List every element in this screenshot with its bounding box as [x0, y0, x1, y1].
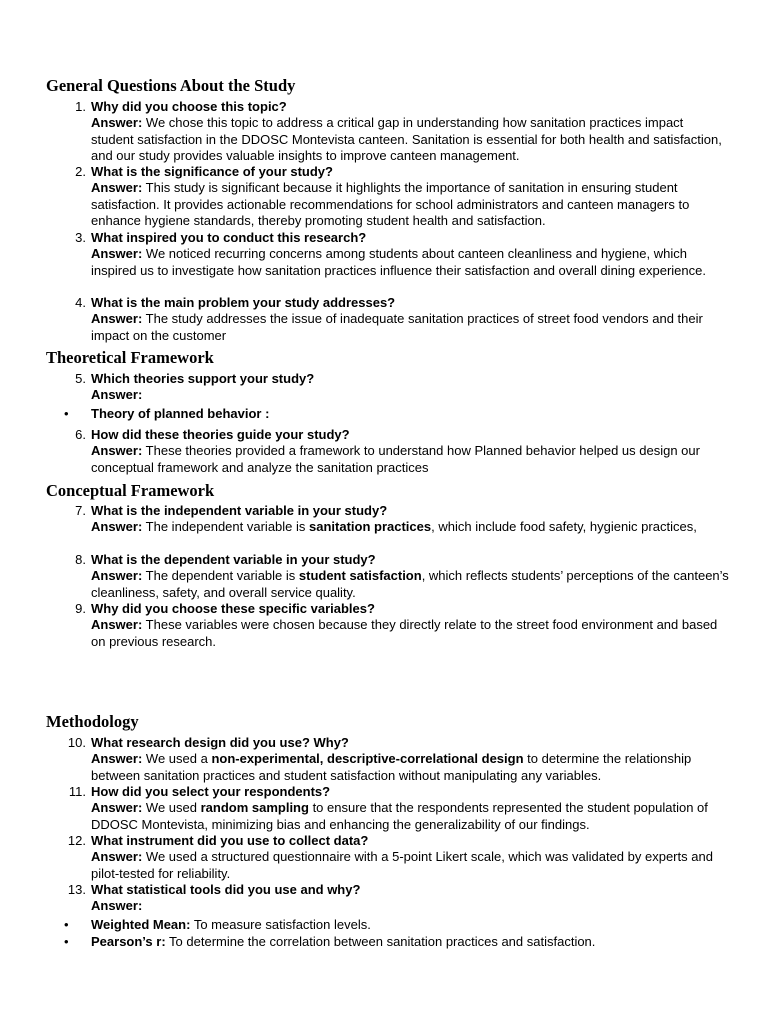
item-number: 5.: [75, 371, 86, 386]
answer-label: Answer:: [91, 849, 143, 865]
answer-bold-term: sanitation practices: [309, 519, 432, 535]
section-heading-conceptual-framework: Conceptual Framework: [46, 481, 215, 500]
answer: [91, 387, 729, 403]
answer: [91, 519, 729, 535]
answer-text: The study addresses the issue of inadequate sanitation practices of street food vendors and their impact on the customer: [91, 311, 703, 343]
qa-item-9: [0, 601, 740, 650]
answer: [91, 751, 729, 784]
bullet-term: Weighted Mean:: [91, 917, 191, 932]
answer-label: Answer:: [91, 800, 143, 816]
answer-bold-term: non-experimental, descriptive-correlational design: [211, 751, 524, 767]
question: Why did you choose this topic?: [91, 99, 287, 114]
answer: [91, 617, 729, 650]
answer-text: to ensure that the respondents represented the student population of DDOSC Montevista, minimizing bias and enhancing the generalizability of our findings.: [91, 800, 708, 832]
section-heading-theoretical-framework: Theoretical Framework: [46, 348, 214, 367]
qa-item-11: [0, 784, 740, 833]
section-heading-general-questions: General Questions About the Study: [46, 76, 296, 95]
answer: [91, 849, 729, 882]
question: What inspired you to conduct this research?: [91, 230, 367, 245]
answer-text: , which reflects students’ perceptions of the canteen’s cleanliness, safety, and overall service quality.: [91, 568, 729, 600]
answer-label: Answer:: [91, 180, 143, 196]
qa-item-10: [0, 735, 740, 784]
item-number: 10.: [67, 735, 86, 750]
bullet-icon: •: [64, 934, 69, 949]
item-number: 13.: [67, 882, 86, 897]
question: What is the dependent variable in your study?: [91, 552, 376, 567]
question: What is the independent variable in your study?: [91, 503, 388, 518]
answer-text: We used: [142, 800, 201, 816]
question: Why did you choose these specific variables?: [91, 601, 375, 616]
answer-text: These theories provided a framework to understand how Planned behavior helped us design our conceptual framework and analyze the sanitation practices: [91, 443, 700, 475]
question: How did these theories guide your study?: [91, 427, 350, 442]
answer-label: Answer:: [91, 751, 143, 767]
answer-text: The independent variable is: [142, 519, 310, 535]
answer-label: Answer:: [91, 617, 143, 633]
answer-text: We used a structured questionnaire with a 5-point Likert scale, which was validated by experts and pilot-tested for reliability.: [91, 849, 713, 881]
qa-item-8: [0, 552, 740, 601]
answer-label: Answer:: [91, 115, 143, 131]
question: What statistical tools did you use and why?: [91, 882, 361, 897]
answer-label: Answer:: [91, 568, 143, 584]
answer: [91, 180, 729, 229]
item-number: 6.: [75, 427, 86, 442]
question: What is the main problem your study addresses?: [91, 295, 396, 310]
qa-item-12: [0, 833, 740, 882]
bullet-icon: •: [64, 406, 69, 421]
bullet-item-pearsons-r: [0, 934, 740, 950]
qa-item-1: [0, 99, 740, 165]
qa-item-7: [0, 503, 740, 536]
answer: [91, 568, 729, 601]
answer-label: Answer:: [91, 443, 143, 459]
item-number: 4.: [75, 295, 86, 310]
answer: [91, 898, 729, 914]
qa-item-2: [0, 164, 740, 230]
item-number: 9.: [75, 601, 86, 616]
qa-item-3: [0, 230, 740, 279]
answer-label: Answer:: [91, 311, 143, 327]
answer-text: to determine the relationship between sanitation practices and student satisfaction without manipulating any variables.: [91, 751, 692, 783]
answer-text: The dependent variable is: [142, 568, 299, 584]
answer: [91, 443, 729, 476]
answer: [91, 246, 729, 279]
question: What is the significance of your study?: [91, 164, 333, 179]
answer-text: We used a: [142, 751, 212, 767]
section-heading-methodology: Methodology: [46, 712, 139, 731]
item-number: 8.: [75, 552, 86, 567]
bullet-description: To determine the correlation between sanitation practices and satisfaction.: [165, 934, 596, 949]
answer-label: Answer:: [91, 898, 143, 914]
answer-text: We chose this topic to address a critical gap in understanding how sanitation practices impact student satisfaction in the DDOSC Montevista canteen. Sanitation is essential for both health and satisfaction, and our study provides valuable insights to improve canteen management.: [91, 115, 722, 164]
bullet-term: Pearson’s r:: [91, 934, 166, 949]
qa-item-13: [0, 882, 740, 915]
qa-item-4: [0, 295, 740, 344]
item-number: 7.: [75, 503, 86, 518]
qa-item-5: [0, 371, 740, 404]
question: What research design did you use? Why?: [91, 735, 349, 750]
item-number: 1.: [75, 99, 86, 114]
qa-item-6: [0, 427, 740, 476]
item-number: 12.: [67, 833, 86, 848]
item-number: 2.: [75, 164, 86, 179]
answer-bold-term: random sampling: [200, 800, 309, 816]
answer-label: Answer:: [91, 246, 143, 262]
item-number: 3.: [75, 230, 86, 245]
answer-label: Answer:: [91, 519, 143, 535]
answer-bold-term: student satisfaction: [298, 568, 422, 584]
bullet-item-theory: [0, 406, 740, 422]
bullet-term: Theory of planned behavior :: [91, 406, 270, 421]
answer-text: This study is significant because it highlights the importance of sanitation in ensuring student satisfaction. It provides actionable recommendations for school administrators and canteen managers to enhance hygiene standards, thereby promoting student health and satisfaction.: [91, 180, 690, 229]
question: How did you select your respondents?: [91, 784, 331, 799]
answer-text: , which include food safety, hygienic practices,: [431, 519, 697, 535]
bullet-icon: •: [64, 917, 69, 932]
question: What instrument did you use to collect data?: [91, 833, 369, 848]
answer: [91, 115, 729, 164]
answer-label: Answer:: [91, 387, 143, 403]
answer: [91, 311, 729, 344]
bullet-description: To measure satisfaction levels.: [190, 917, 371, 932]
item-number: 11.: [68, 784, 86, 799]
answer-text: These variables were chosen because they directly relate to the street food environment and based on previous research.: [91, 617, 718, 649]
question: Which theories support your study?: [91, 371, 315, 386]
bullet-item-weighted-mean: [0, 917, 740, 933]
answer-text: We noticed recurring concerns among students about canteen cleanliness and hygiene, which inspired us to investigate how sanitation practices influence their satisfaction and overall dining experience.: [91, 246, 706, 278]
answer: [91, 800, 729, 833]
